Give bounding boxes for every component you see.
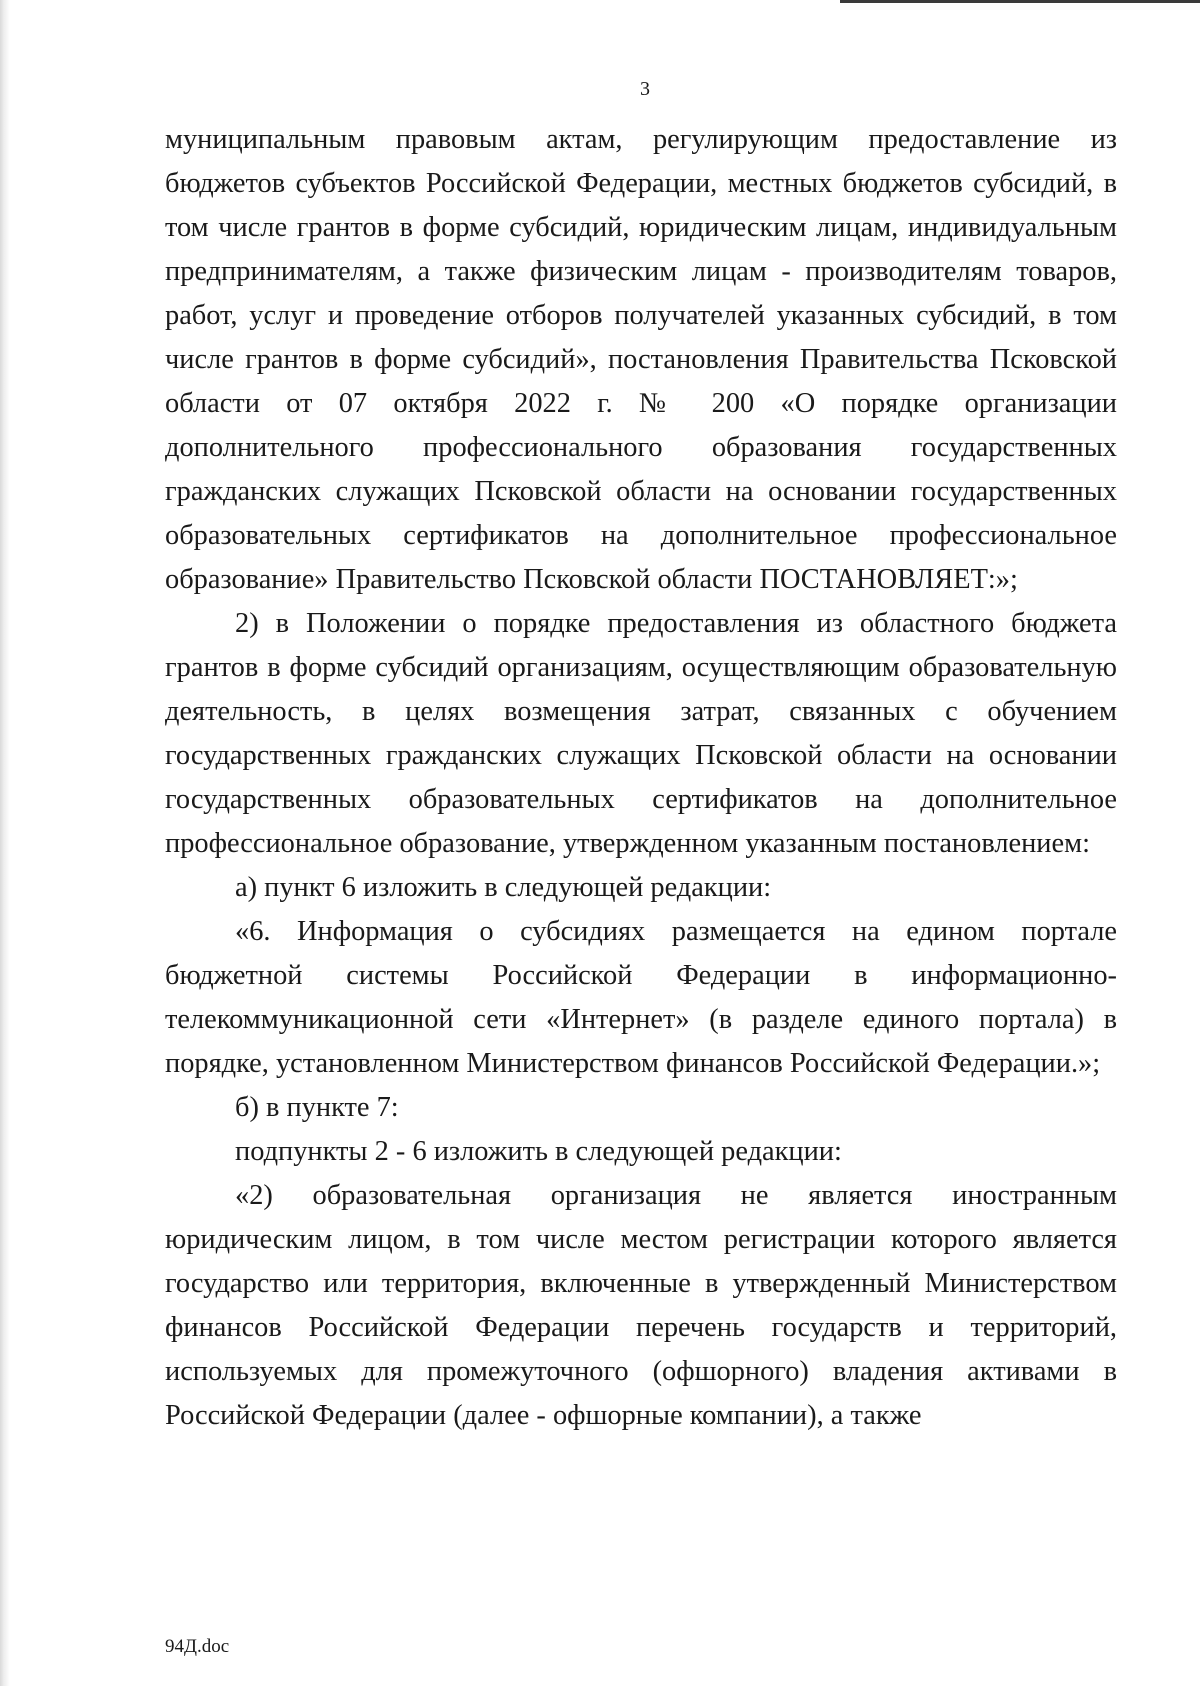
paragraph-point-6: «6. Информация о субсидиях размещается на едином портале бюджетной системы Российской Федерации в информационно-телекоммуникационной сети «Интернет» (в разделе единого портала) в порядке, установленном Министерством финансов Российской Федерации.»; xyxy=(165,916,1117,1079)
paragraph-subitem-a: а) пункт 6 изложить в следующей редакции: xyxy=(235,872,772,903)
paragraph-item-2: 2) в Положении о порядке предоставления из областного бюджета грантов в форме субсидий организациям, осуществляющим образовательную деятельность, в целях возмещения затрат, связанных с обучением государственных гражданских служащих Псковской области на основании государственных образовательных сертификатов на дополнительное профессиональное образование, утвержденном указанным постановлением: xyxy=(165,608,1117,859)
paragraph-subitem-b: б) в пункте 7: xyxy=(235,1092,399,1123)
paragraph-subpoint-2: «2) образовательная организация не является иностранным юридическим лицом, в том числе местом регистрации которого является государство или территория, включенные в утвержденный Министерством финансов Российской Федерации перечень государств и территорий, используемых для промежуточного (офшорного) владения активами в Российской Федерации (далее - офшорные компании), а также xyxy=(165,1180,1117,1431)
paragraph-continuation: муниципальным правовым актам, регулирующим предоставление из бюджетов субъектов Российской Федерации, местных бюджетов субсидий, в том числе грантов в форме субсидий, юридическим лицам, индивидуальным предпринимателям, а также физическим лицам - производителям товаров, работ, услуг и проведение отборов получателей указанных субсидий, в том числе грантов в форме субсидий», постановления Правительства Псковской области от 07 октября 2022 г. № 200 «О порядке организации дополнительного профессионального образования государственных гражданских служащих Псковской области на основании государственных образовательных сертификатов на дополнительное профессиональное образование» Правительство Псковской области ПОСТАНОВЛЯЕТ:»; xyxy=(165,124,1117,595)
scan-edge-top xyxy=(840,0,1200,3)
document-body xyxy=(165,118,1117,1438)
footer-filename: 94Д.doc xyxy=(165,1636,230,1657)
page-number: 3 xyxy=(640,78,650,100)
scan-edge xyxy=(0,0,10,1686)
paragraph-subpoints-intro: подпункты 2 - 6 изложить в следующей редакции: xyxy=(235,1136,842,1167)
